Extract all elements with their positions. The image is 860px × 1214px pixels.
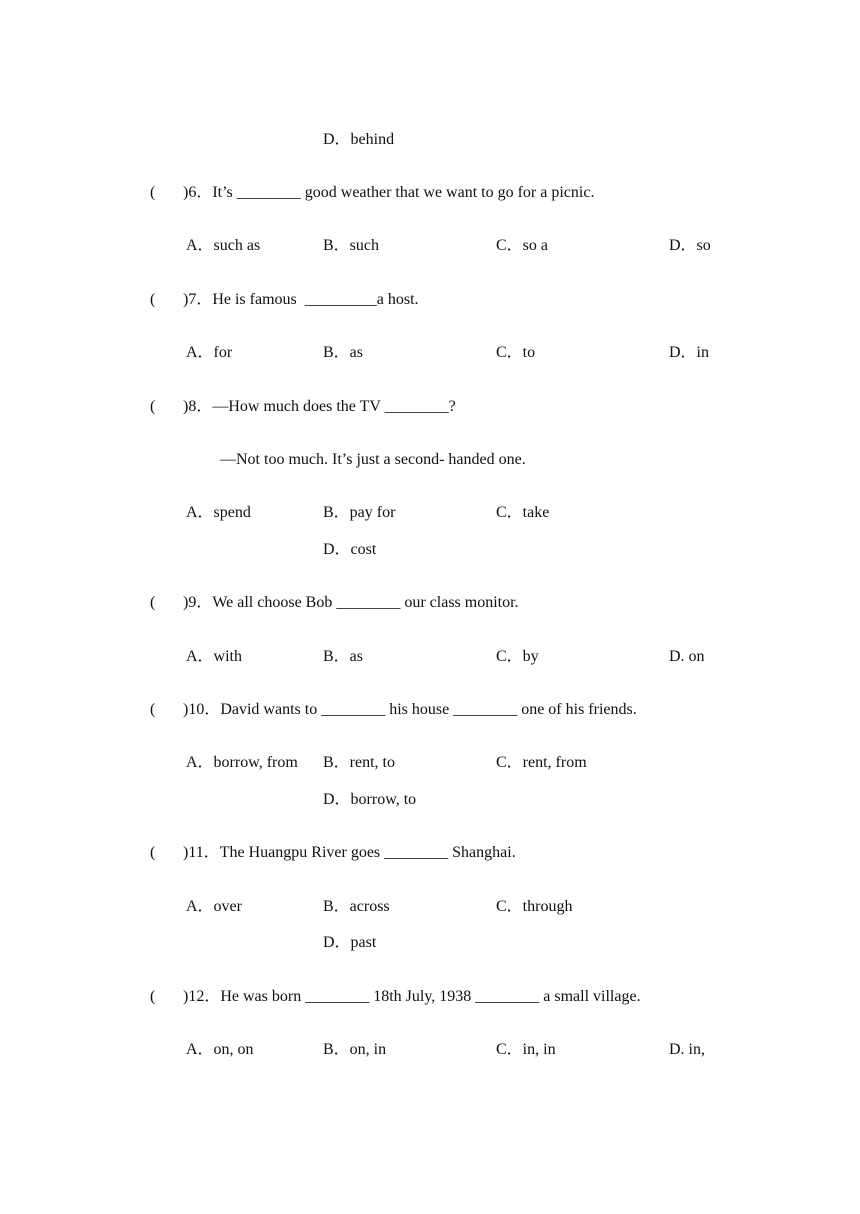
q8-answer-paren: ( [150, 398, 156, 415]
q8-option-d: D．cost [323, 541, 377, 558]
q7-option-c: C．to [496, 344, 536, 361]
q9-stem: )9．We all choose Bob ________ our class monitor. [183, 594, 519, 611]
q6-answer-paren: ( [150, 184, 156, 201]
q12-option-c: C．in, in [496, 1041, 556, 1058]
q9-option-b: B．as [323, 648, 364, 665]
q7-option-b: B．as [323, 344, 364, 361]
q9-option-d: D. on [669, 648, 705, 665]
q9-answer-paren: ( [150, 594, 156, 611]
q12-answer-paren: ( [150, 988, 156, 1005]
q11-option-a: A．over [186, 898, 242, 915]
q9-option-c: C．by [496, 648, 539, 665]
q11-option-c: C．through [496, 898, 573, 915]
q8-option-a: A．spend [186, 504, 251, 521]
q6-stem: )6．It’s ________ good weather that we want to go for a picnic. [183, 184, 595, 201]
q10-option-a: A．borrow, from [186, 754, 298, 771]
q9-option-a: A．with [186, 648, 243, 665]
q8-stem: )8．—How much does the TV ________? [183, 398, 456, 415]
q11-option-b: B．across [323, 898, 390, 915]
q8-option-b: B．pay for [323, 504, 396, 521]
q6-option-d: D．so [669, 237, 711, 254]
q10-answer-paren: ( [150, 701, 156, 718]
q11-option-d: D．past [323, 934, 377, 951]
q10-option-b: B．rent, to [323, 754, 395, 771]
q10-option-d: D．borrow, to [323, 791, 417, 808]
q10-stem: )10．David wants to ________ his house ________ one of his friends. [183, 701, 637, 718]
q12-stem: )12．He was born ________ 18th July, 1938 ________ a small village. [183, 988, 641, 1005]
q6-option-b: B．such [323, 237, 380, 254]
q10-option-c: C．rent, from [496, 754, 587, 771]
q7-option-d: D．in [669, 344, 710, 361]
q8-option-c: C．take [496, 504, 550, 521]
q6-option-a: A．such as [186, 237, 261, 254]
q11-answer-paren: ( [150, 844, 156, 861]
q6-option-c: C．so a [496, 237, 549, 254]
q11-stem: )11．The Huangpu River goes ________ Shanghai. [183, 844, 516, 861]
q12-option-a: A．on, on [186, 1041, 254, 1058]
q5-option-d: D．behind [323, 131, 395, 148]
q8-answer-line: —Not too much. It’s just a second- handed one. [220, 451, 526, 468]
q12-option-b: B．on, in [323, 1041, 387, 1058]
q7-answer-paren: ( [150, 291, 156, 308]
q7-option-a: A．for [186, 344, 233, 361]
q12-option-d: D. in, [669, 1041, 705, 1058]
q7-stem: )7．He is famous _________a host. [183, 291, 419, 308]
